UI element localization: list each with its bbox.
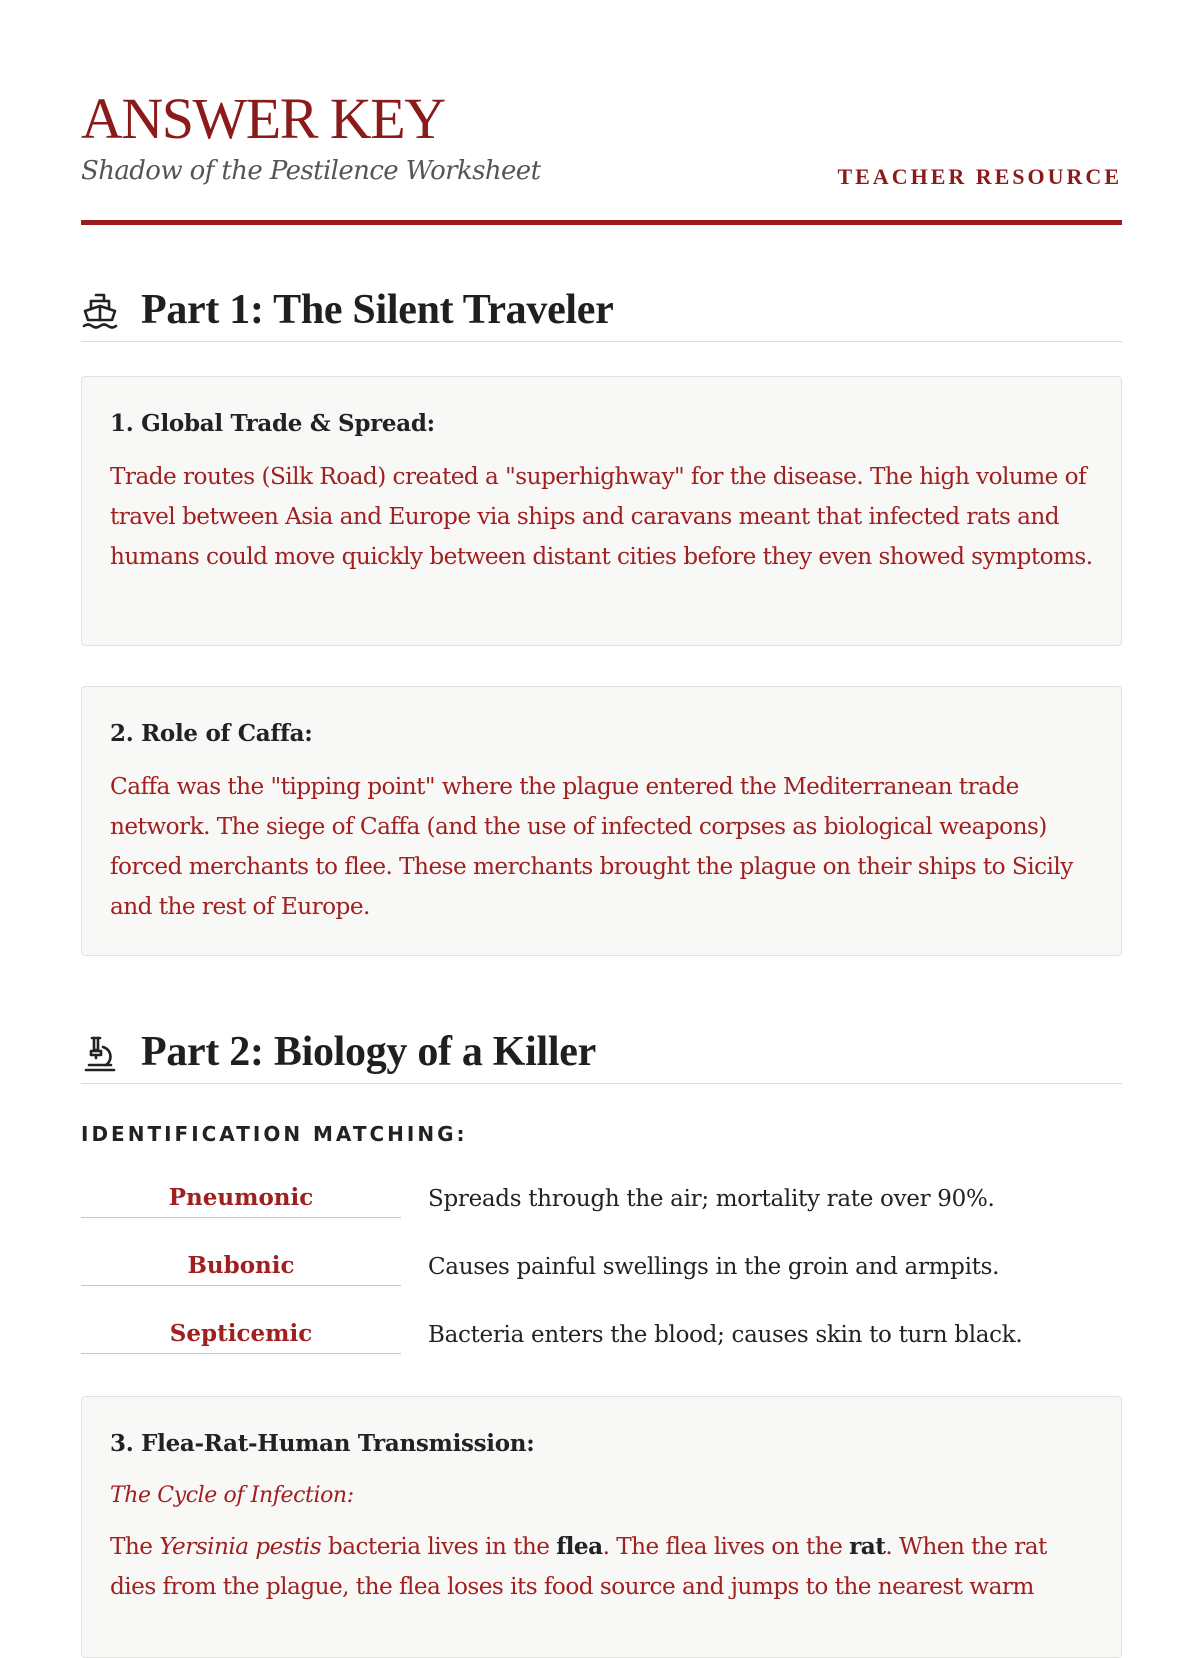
matching-term: Bubonic [81,1247,401,1286]
part1-heading [81,283,1122,342]
ship-icon [81,291,119,331]
matching-definition: Bacteria enters the blood; causes skin to turn black. [428,1322,1023,1348]
species-name: Yersinia pestis [159,1533,322,1560]
question-3-box [81,1396,1122,1658]
question-3-subheading: The Cycle of Infection: [110,1483,354,1508]
header-divider [81,220,1122,225]
part2-heading-text: Part 2: Biology of a Killer [141,1029,596,1075]
page-subtitle: Shadow of the Pestilence Worksheet [81,156,541,186]
teacher-resource-badge: TEACHER RESOURCE [837,164,1122,189]
matching-row [81,1179,1122,1227]
question-3-answer [110,1527,1095,1607]
answer-text: bacteria lives in the [321,1533,557,1560]
matching-definition: Causes painful swellings in the groin and armpits. [428,1254,1000,1280]
matching-term: Pneumonic [81,1179,401,1218]
answer-text: . The flea lives on the [602,1533,850,1560]
matching-definition: Spreads through the air; mortality rate over 90%. [428,1186,995,1212]
part1-heading-text: Part 1: The Silent Traveler [141,287,614,333]
question-1-label: 1. Global Trade & Spread: [110,410,435,437]
part2-heading [81,1025,1122,1084]
question-3-label: 3. Flea-Rat-Human Transmission: [110,1430,535,1457]
answer-text: . When the rat dies from the plague, the flea loses its food source and jumps to the nearest warm [110,1533,1047,1600]
matching-label: IDENTIFICATION MATCHING: [81,1122,468,1146]
question-1-answer: Trade routes (Silk Road) created a "superhighway" for the disease. The high volume of travel between Asia and Europe via ships and caravans meant that infected rats and humans could move quickly between distant cities before they even showed symptoms. [110,463,1093,570]
answer-text: The [110,1533,160,1560]
matching-row [81,1247,1122,1295]
keyword-rat: rat [849,1533,886,1560]
question-2-answer: Caffa was the "tipping point" where the plague entered the Mediterranean trade network. The siege of Caffa (and the use of infected corpses as biological weapons) forced merchants to flee. These merchants brought the plague on their ships to Sicily and the rest of Europe. [110,773,1073,920]
keyword-flea: flea [556,1533,603,1560]
matching-term: Septicemic [81,1315,401,1354]
microscope-icon [81,1033,119,1073]
question-2-box [81,686,1122,956]
question-1-box [81,376,1122,646]
matching-row [81,1315,1122,1363]
page-title: ANSWER KEY [81,86,445,151]
question-2-label: 2. Role of Caffa: [110,720,313,747]
